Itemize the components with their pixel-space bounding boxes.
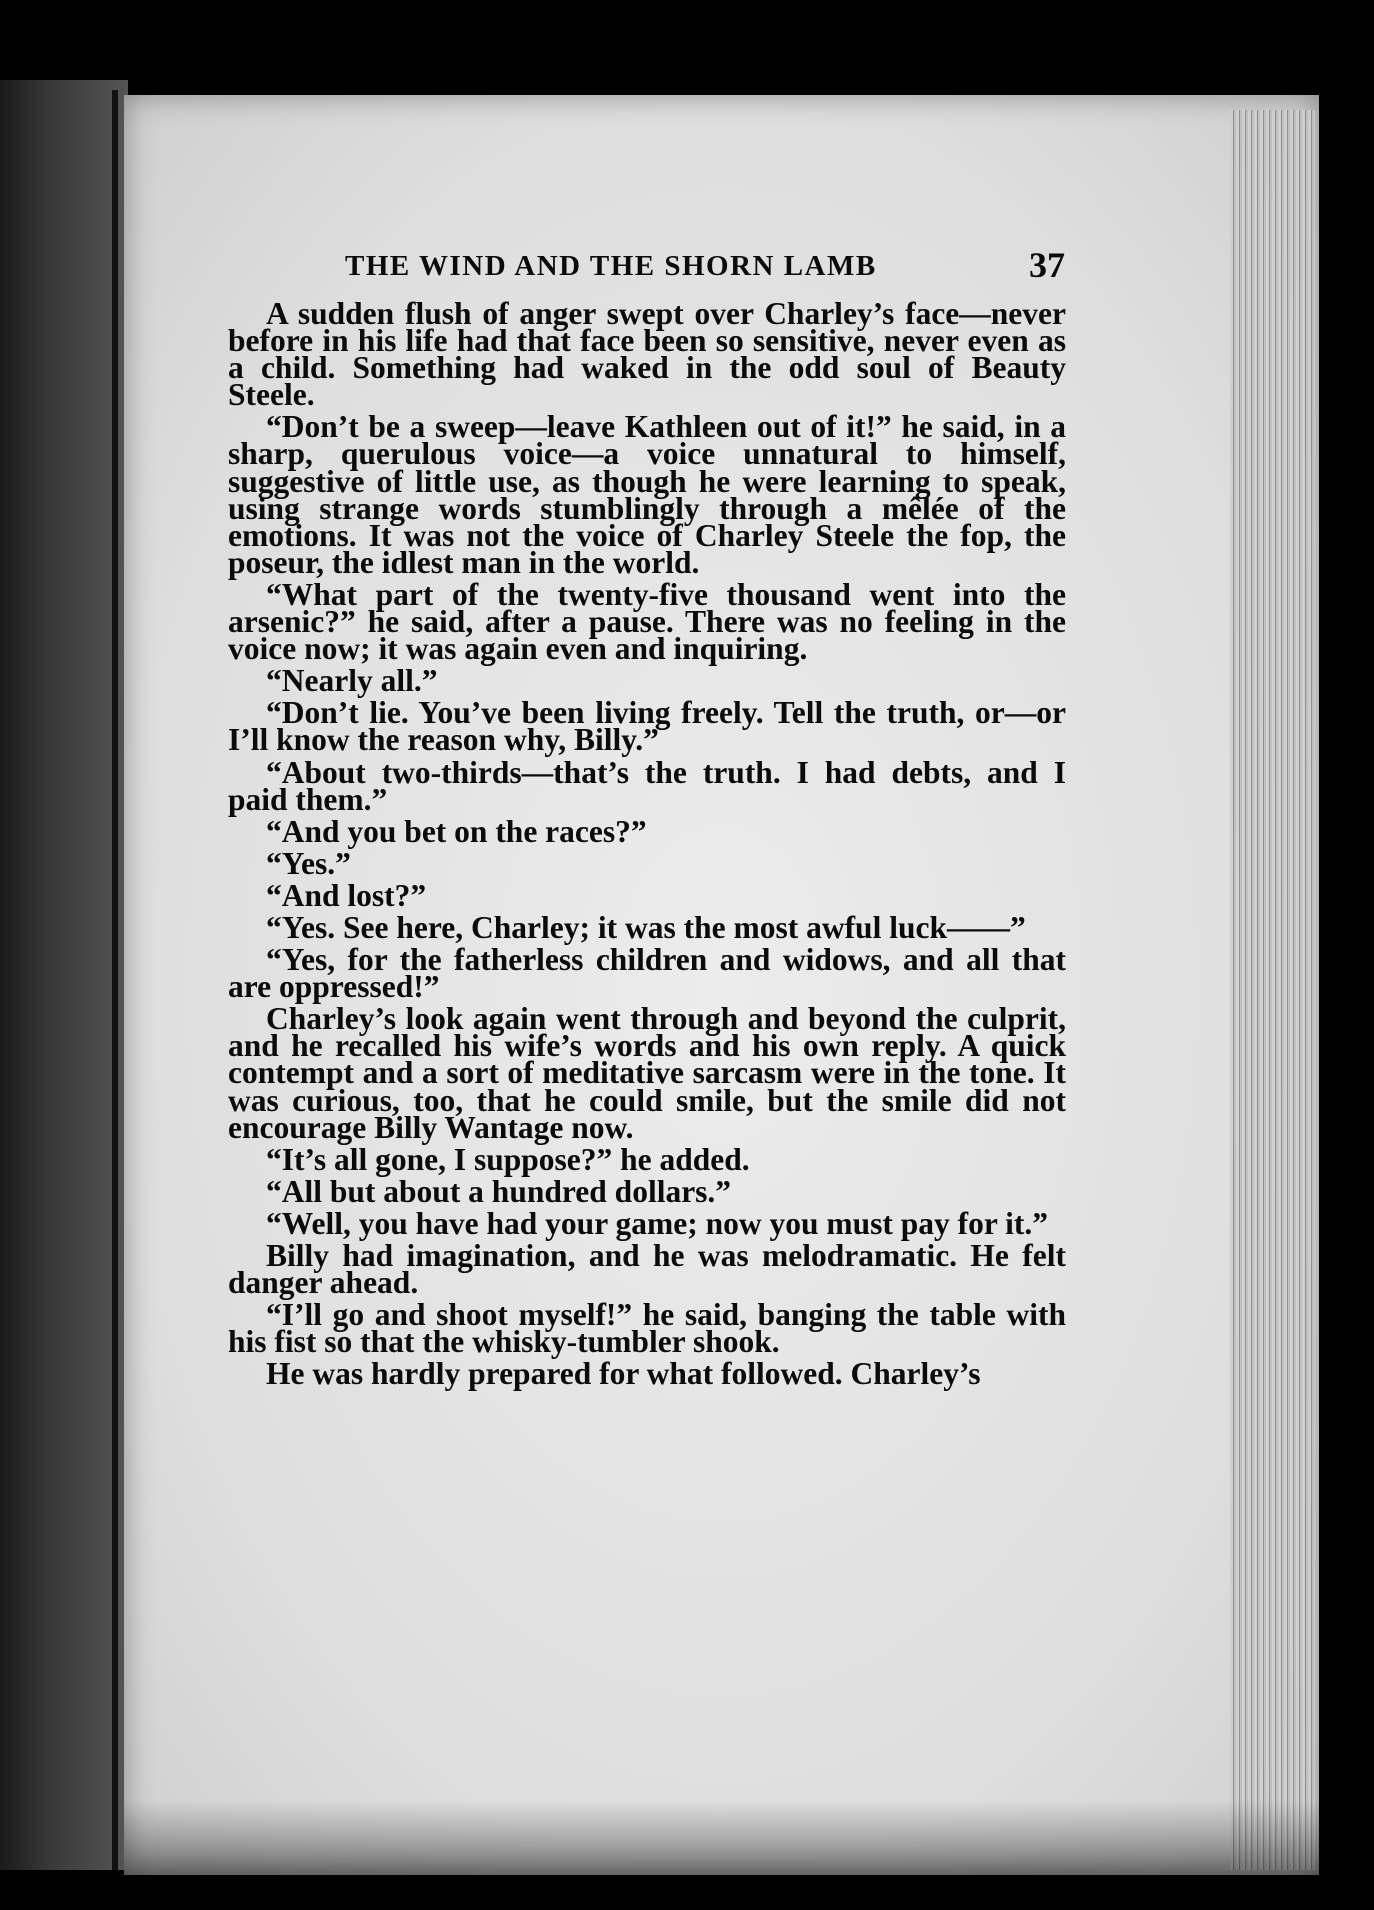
- page-body: [228, 296, 1066, 1392]
- paragraph: “Yes.”: [266, 845, 351, 881]
- paragraph: “Don’t lie. You’ve been living freely. Tell the truth, or—or I’ll know the reason why, Billy.”: [228, 695, 1066, 758]
- paragraph: “What part of the twenty-five thousand went into the arsenic?” he said, after a pause. There was no feeling in the voice now; it was again even and inquiring.: [228, 576, 1066, 667]
- paragraph: “About two-thirds—that’s the truth. I had debts, and I paid them.”: [228, 754, 1066, 817]
- running-head: THE WIND AND THE SHORN LAMB: [345, 250, 877, 282]
- paragraph: “Nearly all.”: [266, 663, 438, 699]
- page-bottom-shadow: [124, 1800, 1319, 1875]
- paragraph: A sudden flush of anger swept over Charley’s face—never before in his life had that face been so sensitive, never even as a child. Something had waked in the odd soul of Beauty Steele.: [228, 296, 1066, 413]
- paragraph: He was hardly prepared for what followed. Charley’s: [266, 1356, 981, 1392]
- paragraph: “And lost?”: [266, 877, 427, 913]
- paragraph: Billy had imagination, and he was melodramatic. He felt danger ahead.: [228, 1238, 1066, 1301]
- paragraph: “All but about a hundred dollars.”: [266, 1173, 732, 1209]
- paragraph: “Yes, for the fatherless children and widows, and all that are oppressed!”: [228, 942, 1066, 1005]
- paragraph: “I’ll go and shoot myself!” he said, banging the table with his fist so that the whisky-tumbler shook.: [228, 1297, 1066, 1360]
- book-gutter: [112, 90, 118, 1870]
- paragraph: “Yes. See here, Charley; it was the most awful luck——”: [266, 909, 1026, 945]
- page-stack-edges: [1230, 110, 1315, 1870]
- paragraph: “It’s all gone, I suppose?” he added.: [266, 1141, 750, 1177]
- paragraph: “And you bet on the races?”: [266, 813, 647, 849]
- paragraph: “Don’t be a sweep—leave Kathleen out of it!” he said, in a sharp, querulous voice—a voice unnatural to himself, suggestive of little use, as though he were learning to speak, using strange words stumblingly through a mêlée of the emotions. It was not the voice of Charley Steele the fop, the poseur, the idlest man in the world.: [228, 409, 1066, 580]
- paragraph: “Well, you have had your game; now you must pay for it.”: [266, 1205, 1049, 1241]
- facing-page-edge: [0, 80, 128, 1870]
- page-header: [345, 245, 1065, 290]
- paragraph: Charley’s look again went through and beyond the culprit, and he recalled his wife’s words and his own reply. A quick contempt and a sort of meditative sarcasm were in the tone. It was curious, too, that he could smile, but the smile did not encourage Billy Wantage now.: [228, 1001, 1066, 1145]
- page-number: 37: [1029, 245, 1065, 285]
